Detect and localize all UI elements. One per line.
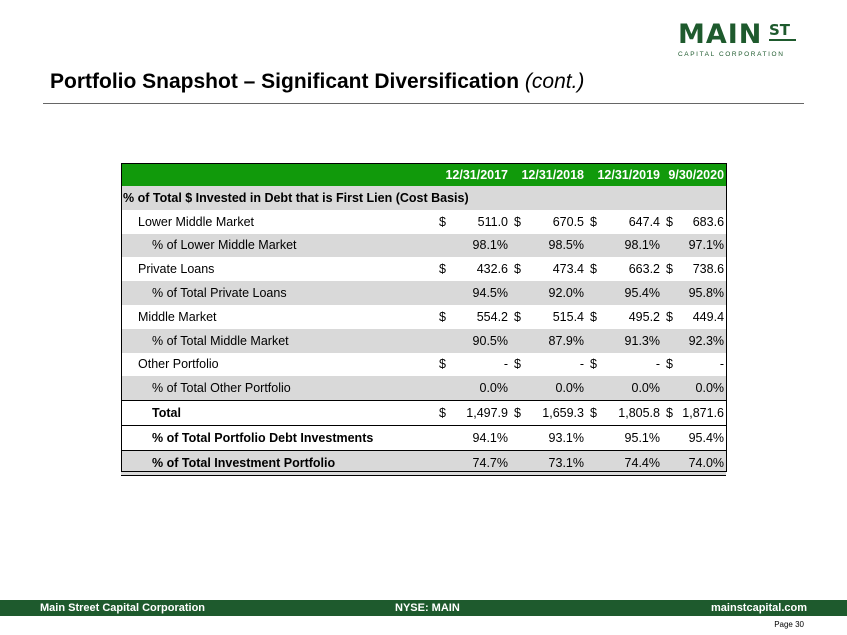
currency-symbol: $ bbox=[666, 214, 673, 229]
cell-value: 683.6 bbox=[692, 214, 725, 229]
footer-ticker: NYSE: MAIN bbox=[395, 602, 460, 614]
logo-wordmark: MAIN bbox=[678, 19, 763, 50]
cell-value: 98.5% bbox=[524, 234, 586, 258]
cell-value: 1,805.8 bbox=[600, 401, 662, 426]
table-row bbox=[121, 401, 726, 426]
currency-symbol: $ bbox=[590, 309, 597, 324]
table-row bbox=[121, 425, 726, 450]
currency-symbol bbox=[510, 329, 524, 353]
section-header-row bbox=[121, 186, 726, 210]
row-label: % of Total Middle Market bbox=[121, 329, 435, 353]
section-label: % of Total $ Invested in Debt that is First Lien (Cost Basis) bbox=[121, 186, 726, 210]
cell-value: 98.1% bbox=[449, 234, 510, 258]
currency-symbol: $ bbox=[435, 401, 449, 426]
cell-value: 449.4 bbox=[692, 309, 725, 324]
cell-value: 94.5% bbox=[449, 281, 510, 305]
currency-symbol bbox=[435, 450, 449, 475]
footer-bar bbox=[0, 600, 847, 616]
cell-value: 97.1% bbox=[676, 234, 726, 258]
row-label: % of Total Portfolio Debt Investments bbox=[121, 425, 435, 450]
cell-value: 73.1% bbox=[524, 450, 586, 475]
header-blank bbox=[121, 163, 435, 186]
currency-symbol: $ bbox=[439, 214, 446, 229]
cell-value: - bbox=[655, 357, 660, 372]
currency-symbol: $ bbox=[590, 214, 597, 229]
currency-symbol bbox=[435, 329, 449, 353]
cell-value: 95.4% bbox=[676, 425, 726, 450]
footer-company: Main Street Capital Corporation bbox=[40, 602, 206, 614]
cell-value: 1,659.3 bbox=[524, 401, 586, 426]
currency-symbol: $ bbox=[439, 357, 446, 372]
currency-symbol: $ bbox=[590, 262, 597, 277]
row-label: Private Loans bbox=[138, 262, 215, 277]
page-title bbox=[50, 70, 584, 94]
currency-symbol bbox=[662, 281, 676, 305]
page-title-suffix: (cont.) bbox=[524, 70, 585, 93]
currency-symbol: $ bbox=[439, 309, 446, 324]
row-label: % of Total Other Portfolio bbox=[121, 376, 435, 400]
currency-symbol bbox=[662, 450, 676, 475]
row-label: Middle Market bbox=[138, 309, 217, 324]
table-row bbox=[121, 305, 726, 329]
currency-symbol bbox=[662, 376, 676, 400]
cell-value: 1,497.9 bbox=[449, 401, 510, 426]
currency-symbol: $ bbox=[666, 262, 673, 277]
cell-value: 738.6 bbox=[692, 262, 725, 277]
currency-symbol bbox=[662, 234, 676, 258]
cell-value: - bbox=[503, 357, 508, 372]
cell-value: 0.0% bbox=[524, 376, 586, 400]
cell-value: 91.3% bbox=[600, 329, 662, 353]
column-header: 12/31/2019 bbox=[586, 163, 662, 186]
currency-symbol: $ bbox=[666, 357, 673, 372]
cell-value: 0.0% bbox=[449, 376, 510, 400]
currency-symbol bbox=[662, 329, 676, 353]
cell-value: 87.9% bbox=[524, 329, 586, 353]
cell-value: 95.4% bbox=[600, 281, 662, 305]
footer-website[interactable]: mainstcapital.com bbox=[711, 602, 807, 614]
row-label: Other Portfolio bbox=[138, 357, 219, 372]
row-label: % of Total Private Loans bbox=[121, 281, 435, 305]
table-row bbox=[121, 210, 726, 234]
cell-value: 98.1% bbox=[600, 234, 662, 258]
cell-value: 0.0% bbox=[600, 376, 662, 400]
cell-value: 495.2 bbox=[628, 309, 660, 324]
cell-value: 647.4 bbox=[628, 214, 660, 229]
currency-symbol bbox=[435, 425, 449, 450]
currency-symbol bbox=[586, 329, 600, 353]
cell-value: 95.1% bbox=[600, 425, 662, 450]
row-label: Lower Middle Market bbox=[138, 214, 255, 229]
currency-symbol: $ bbox=[514, 214, 521, 229]
row-label: % of Total Investment Portfolio bbox=[121, 450, 435, 475]
cell-value: 432.6 bbox=[476, 262, 508, 277]
currency-symbol: $ bbox=[510, 401, 524, 426]
cell-value: 0.0% bbox=[676, 376, 726, 400]
cell-value: 1,871.6 bbox=[676, 401, 726, 426]
cell-value: 663.2 bbox=[628, 262, 660, 277]
table-row bbox=[121, 450, 726, 475]
cell-value: 473.4 bbox=[552, 262, 584, 277]
table-row bbox=[121, 329, 726, 353]
currency-symbol bbox=[586, 376, 600, 400]
currency-symbol bbox=[586, 450, 600, 475]
logo-subtitle: CAPITAL CORPORATION bbox=[678, 51, 785, 58]
table-row bbox=[121, 257, 726, 281]
currency-symbol: $ bbox=[586, 401, 600, 426]
row-label: Total bbox=[121, 401, 435, 426]
currency-symbol bbox=[662, 425, 676, 450]
cell-value: 94.1% bbox=[449, 425, 510, 450]
currency-symbol: $ bbox=[662, 401, 676, 426]
table-row bbox=[121, 376, 726, 400]
cell-value: 92.3% bbox=[676, 329, 726, 353]
currency-symbol bbox=[586, 425, 600, 450]
column-header: 12/31/2018 bbox=[510, 163, 586, 186]
page-title-main: Portfolio Snapshot – Significant Diversification bbox=[50, 70, 525, 93]
cell-value: - bbox=[719, 357, 725, 372]
cell-value: 554.2 bbox=[476, 309, 508, 324]
cell-value: 74.4% bbox=[600, 450, 662, 475]
currency-symbol bbox=[510, 425, 524, 450]
table-header-row bbox=[121, 163, 726, 186]
row-label: % of Lower Middle Market bbox=[121, 234, 435, 258]
logo-st: ST bbox=[769, 21, 791, 39]
currency-symbol: $ bbox=[514, 357, 521, 372]
currency-symbol bbox=[586, 281, 600, 305]
currency-symbol: $ bbox=[666, 309, 673, 324]
page-number: Page 30 bbox=[774, 620, 804, 629]
table-row bbox=[121, 234, 726, 258]
column-header: 9/30/2020 bbox=[662, 163, 726, 186]
currency-symbol: $ bbox=[590, 357, 597, 372]
cell-value: 74.7% bbox=[449, 450, 510, 475]
cell-value: 74.0% bbox=[676, 450, 726, 475]
currency-symbol bbox=[510, 281, 524, 305]
cell-value: 95.8% bbox=[676, 281, 726, 305]
currency-symbol: $ bbox=[439, 262, 446, 277]
cell-value: 511.0 bbox=[477, 214, 508, 229]
currency-symbol bbox=[435, 376, 449, 400]
currency-symbol: $ bbox=[514, 262, 521, 277]
currency-symbol bbox=[435, 234, 449, 258]
currency-symbol bbox=[510, 234, 524, 258]
first-lien-table bbox=[121, 163, 726, 476]
cell-value: 92.0% bbox=[524, 281, 586, 305]
cell-value: 670.5 bbox=[552, 214, 584, 229]
cell-value: 515.4 bbox=[552, 309, 584, 324]
cell-value: 93.1% bbox=[524, 425, 586, 450]
main-street-logo bbox=[678, 20, 798, 62]
currency-symbol bbox=[510, 376, 524, 400]
table-row bbox=[121, 281, 726, 305]
column-header: 12/31/2017 bbox=[435, 163, 510, 186]
currency-symbol bbox=[435, 281, 449, 305]
currency-symbol bbox=[586, 234, 600, 258]
title-divider bbox=[43, 103, 804, 104]
cell-value: - bbox=[579, 357, 584, 372]
currency-symbol: $ bbox=[514, 309, 521, 324]
currency-symbol bbox=[510, 450, 524, 475]
logo-st-underline bbox=[769, 39, 796, 41]
cell-value: 90.5% bbox=[449, 329, 510, 353]
table-row bbox=[121, 353, 726, 377]
